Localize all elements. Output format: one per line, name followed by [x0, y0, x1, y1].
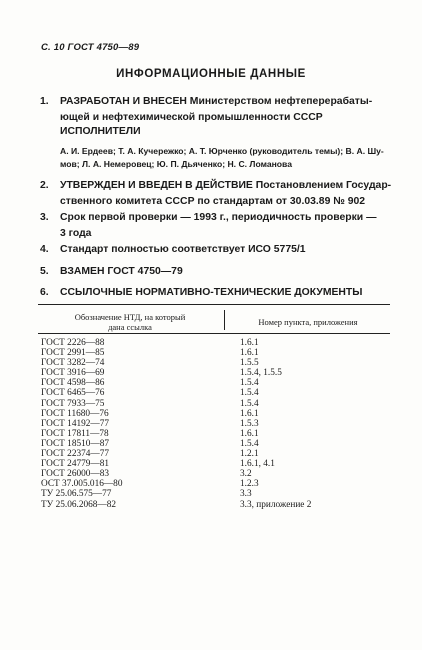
table-cell-document: ГОСТ 18510—87	[41, 438, 110, 449]
section-performers-heading	[40, 124, 392, 140]
section-6	[40, 285, 392, 301]
section-text-cont: ющей и нефтехимической промышленности СССР	[60, 112, 323, 123]
table-cell-clause: 1.2.1	[240, 449, 259, 460]
table-column-clauses	[240, 338, 311, 510]
table-column-documents	[41, 338, 122, 510]
table-cell-clause: 1.6.1	[240, 408, 259, 419]
table-cell-clause: 1.2.3	[240, 479, 259, 490]
section-text: ВЗАМЕН ГОСТ 4750—79	[60, 266, 183, 277]
table-cell-document: ГОСТ 7933—75	[41, 398, 105, 409]
table-cell-clause: 1.5.4	[240, 398, 259, 409]
performers-line: А. И. Ердеев; Т. А. Кучережко; А. Т. Юрченко (руководитель темы); В. А. Шу-	[60, 146, 384, 156]
table-cell-document: ГОСТ 3916—69	[41, 368, 105, 379]
table-cell-clause: 3.3	[240, 489, 252, 500]
section-number: 4.	[40, 244, 49, 255]
table-cell-clause: 1.6.1	[240, 338, 259, 348]
table-cell-document: ГОСТ 11680—76	[41, 408, 109, 419]
section-number: 6.	[40, 287, 49, 298]
page-header: С. 10 ГОСТ 4750—89	[41, 42, 140, 53]
table-cell-document: ГОСТ 22374—77	[41, 449, 110, 460]
section-text: УТВЕРЖДЕН И ВВЕДЕН В ДЕЙСТВИЕ Постановлением Государ-	[60, 180, 392, 191]
table-top-rule	[38, 304, 390, 305]
table-cell-document: ГОСТ 3282—74	[41, 358, 105, 369]
section-text-cont: 3 года	[60, 228, 92, 239]
section-2	[40, 178, 392, 210]
table-cell-document: ГОСТ 14192—77	[41, 418, 110, 429]
section-text: ИСПОЛНИТЕЛИ	[60, 126, 141, 137]
section-number: 5.	[40, 266, 49, 277]
table-header-document	[38, 312, 222, 332]
section-1	[40, 94, 392, 126]
table-cell-document: ГОСТ 2226—88	[41, 338, 105, 348]
table-cell-document: ТУ 25.06.575—77	[41, 489, 112, 500]
table-header-line: Обозначение НТД, на который	[74, 312, 186, 322]
table-cell-clause: 1.5.5	[240, 358, 259, 369]
table-cell-document: ГОСТ 6465—76	[41, 388, 105, 399]
section-number: 3.	[40, 212, 49, 223]
section-number: 2.	[40, 180, 49, 191]
section-5	[40, 264, 392, 280]
table-cell-document: ГОСТ 2991—85	[41, 348, 105, 359]
table-cell-clause: 1.6.1	[240, 428, 259, 439]
section-text: РАЗРАБОТАН И ВНЕСЕН Министерством нефтеперерабаты-	[60, 96, 373, 107]
page-title: ИНФОРМАЦИОННЫЕ ДАННЫЕ	[116, 68, 306, 80]
table-cell-clause: 1.5.4	[240, 438, 259, 449]
section-3	[40, 210, 392, 242]
section-4	[40, 242, 392, 258]
table-cell-clause: 1.5.4, 1.5.5	[240, 368, 282, 379]
table-cell-document: ГОСТ 26000—83	[41, 469, 110, 480]
table-cell-document: ГОСТ 24779—81	[41, 459, 110, 470]
table-header-line: дана ссылка	[108, 322, 152, 332]
section-text: Срок первой проверки — 1993 г., периодичность проверки —	[60, 212, 377, 223]
section-number: 1.	[40, 96, 49, 107]
section-text: ССЫЛОЧНЫЕ НОРМАТИВНО-ТЕХНИЧЕСКИЕ ДОКУМЕНТЫ	[60, 287, 363, 298]
table-cell-clause: 3.2	[240, 469, 252, 480]
table-cell-clause: 3.3, приложение 2	[240, 499, 312, 510]
table-cell-clause: 1.5.4	[240, 378, 259, 389]
section-text: Стандарт полностью соответствует ИСО 5775/1	[60, 244, 306, 255]
table-cell-document: ТУ 25.06.2068—82	[41, 499, 117, 510]
performers-list	[60, 145, 392, 171]
table-cell-clause: 1.6.1, 4.1	[240, 459, 275, 470]
table-cell-document: ГОСТ 4598—86	[41, 378, 105, 389]
table-header-clause: Номер пункта, приложения	[258, 317, 358, 327]
table-cell-clause: 1.5.4	[240, 388, 259, 399]
performers-line: мов; Л. А. Немеровец; Ю. П. Дьяченко; Н. С. Ломанова	[60, 159, 292, 169]
table-column-divider	[224, 310, 225, 330]
table-cell-document: ГОСТ 17811—78	[41, 428, 109, 439]
section-text-cont: ственного комитета СССР по стандартам от 30.03.89 № 902	[60, 196, 366, 207]
table-cell-clause: 1.6.1	[240, 348, 259, 359]
table-cell-clause: 1.5.3	[240, 418, 259, 429]
table-header-rule	[38, 333, 390, 334]
table-cell-document: ОСТ 37.005.016—80	[41, 479, 123, 490]
